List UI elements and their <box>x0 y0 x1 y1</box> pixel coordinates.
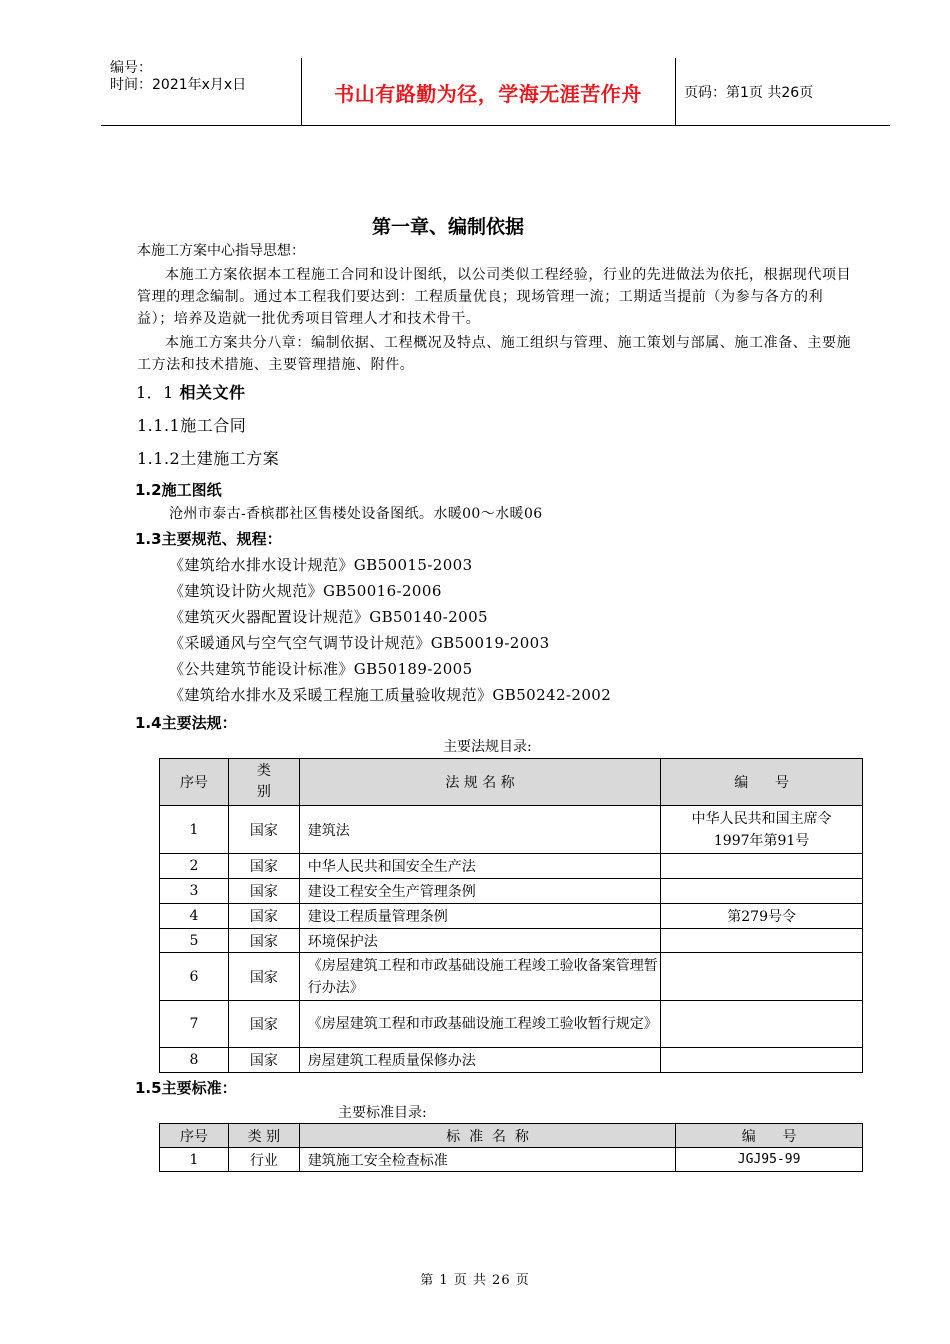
cell: 5 <box>160 929 229 953</box>
standards-table <box>159 1123 863 1172</box>
cell: JGJ95-99 <box>676 1148 863 1172</box>
cell: 中华人民共和国主席令 1997年第91号 <box>661 806 863 854</box>
cell: 国家 <box>228 904 299 929</box>
standard-item: 《建筑给水排水及采暖工程施工质量验收规范》GB50242-2002 <box>169 686 612 704</box>
cell: 中华人民共和国安全生产法 <box>299 854 660 879</box>
page-header <box>101 58 890 126</box>
table-row <box>160 1048 863 1073</box>
cell: 国家 <box>228 953 299 1001</box>
cell: 《房屋建筑工程和市政基础设施工程竣工验收暂行规定》 <box>299 1001 660 1048</box>
cell: 6 <box>160 953 229 1001</box>
table-row <box>160 1148 863 1172</box>
chapter-title: 第一章、编制依据 <box>371 216 524 238</box>
standard-item: 《建筑灭火器配置设计规范》GB50140-2005 <box>169 608 488 626</box>
cell: 4 <box>160 904 229 929</box>
table-header-row <box>160 1124 863 1148</box>
cell: 3 <box>160 879 229 904</box>
section-1-1 <box>136 380 245 403</box>
cell: 第279号令 <box>661 904 863 929</box>
table-row <box>160 953 863 1001</box>
header-cell: 类 别 <box>228 1124 299 1148</box>
header-cell: 类 别 <box>228 759 299 806</box>
table-header-row <box>160 759 863 806</box>
cell <box>661 929 863 953</box>
intro-heading: 本施工方案中心指导思想： <box>137 243 305 259</box>
section-1-3: 1.3主要规范、规程： <box>135 530 282 548</box>
cell <box>661 953 863 1001</box>
table-row <box>160 929 863 953</box>
cell: 国家 <box>228 929 299 953</box>
cell: 国家 <box>228 1048 299 1073</box>
cell: 建设工程质量管理条例 <box>299 904 660 929</box>
section-title: 相关文件 <box>179 383 246 402</box>
cell: 2 <box>160 854 229 879</box>
drawings-text: 沧州市泰古-香槟郡社区售楼处设备图纸。水暖00～水暖06 <box>169 506 543 522</box>
standards-caption: 主要标准目录: <box>338 1105 427 1121</box>
cell <box>661 854 863 879</box>
standard-item: 《建筑给水排水设计规范》GB50015-2003 <box>169 556 473 574</box>
section-1-2: 1.2施工图纸 <box>135 481 222 499</box>
header-cell: 标 准 名 称 <box>299 1124 675 1148</box>
serial-label: 编号： <box>110 60 152 76</box>
header-meta <box>110 60 246 94</box>
table-row <box>160 806 863 854</box>
item-1-1-1: 1.1.1施工合同 <box>137 416 247 435</box>
header-divider <box>675 58 676 125</box>
cell: 8 <box>160 1048 229 1073</box>
table-row <box>160 854 863 879</box>
cell <box>661 1048 863 1073</box>
page-footer: 第 1 页 共 26 页 <box>420 1273 530 1288</box>
intro-paragraph-2: 本施工方案共分八章：编制依据、工程概况及特点、施工组织与管理、施工策划与部属、施工准备、主要施工方法和技术措施、主要管理措施、附件。 <box>137 335 852 373</box>
cell: 国家 <box>228 879 299 904</box>
cell: 国家 <box>228 1001 299 1048</box>
table-row <box>160 904 863 929</box>
cell: 环境保护法 <box>299 929 660 953</box>
laws-table <box>159 758 863 1073</box>
section-1-4: 1.4主要法规： <box>135 714 237 732</box>
cell: 《房屋建筑工程和市政基础设施工程竣工验收备案管理暂行办法》 <box>299 953 660 1001</box>
cell: 建设工程安全生产管理条例 <box>299 879 660 904</box>
header-cell: 法 规 名 称 <box>299 759 660 806</box>
standard-item: 《采暖通风与空气空气调节设计规范》GB50019-2003 <box>169 634 550 652</box>
header-cell: 编 号 <box>676 1124 863 1148</box>
cell: 建筑施工安全检查标准 <box>299 1148 675 1172</box>
header-motto: 书山有路勤为径，学海无涯苦作舟 <box>334 82 642 106</box>
time-label: 时间：2021年x月x日 <box>110 77 247 93</box>
cell <box>661 1001 863 1048</box>
header-page-info: 页码：第1页 共26页 <box>684 85 814 101</box>
cell: 国家 <box>228 854 299 879</box>
cell: 房屋建筑工程质量保修办法 <box>299 1048 660 1073</box>
standard-item: 《建筑设计防火规范》GB50016-2006 <box>169 582 442 600</box>
cell: 建筑法 <box>299 806 660 854</box>
cell <box>661 879 863 904</box>
cell: 行业 <box>228 1148 299 1172</box>
laws-caption: 主要法规目录: <box>443 739 532 755</box>
section-1-5: 1.5主要标准： <box>135 1079 237 1097</box>
table-row <box>160 1001 863 1048</box>
cell: 国家 <box>228 806 299 854</box>
header-cell: 序号 <box>160 1124 229 1148</box>
standard-item: 《公共建筑节能设计标准》GB50189-2005 <box>169 660 473 678</box>
item-1-1-2: 1.1.2土建施工方案 <box>137 449 280 468</box>
section-number: 1．1 <box>136 383 174 402</box>
header-cell: 序号 <box>160 759 229 806</box>
cell: 1 <box>160 1148 229 1172</box>
intro-paragraph-1: 本施工方案依据本工程施工合同和设计图纸，以公司类似工程经验，行业的先进做法为依托，根据现代项目管理的理念编制。通过本工程我们要达到：工程质量优良；现场管理一流；工期适当提前（为参与各方的利益）；培养及造就一批优秀项目管理人才和技术骨干。 <box>137 267 852 327</box>
cell: 1 <box>160 806 229 854</box>
header-cell: 编 号 <box>661 759 863 806</box>
table-row <box>160 879 863 904</box>
cell: 7 <box>160 1001 229 1048</box>
